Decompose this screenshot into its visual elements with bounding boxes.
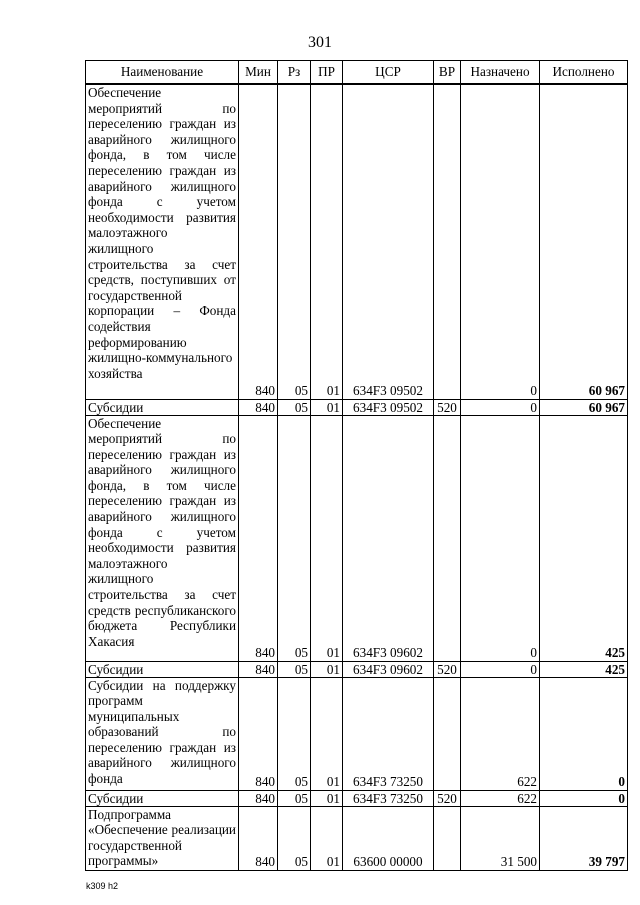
row-executed: 60 967 — [540, 399, 628, 415]
row-pr: 01 — [311, 399, 343, 415]
row-rz: 05 — [278, 84, 311, 399]
row-csr: 634F3 73250 — [343, 677, 434, 790]
footer-code: k309 h2 — [86, 881, 119, 891]
table-row — [86, 84, 628, 399]
row-pr: 01 — [311, 790, 343, 806]
row-csr: 634F3 09602 — [343, 661, 434, 677]
table-row — [86, 677, 628, 790]
table-row — [86, 661, 628, 677]
row-executed: 425 — [540, 415, 628, 661]
header-planned: Назначено — [461, 61, 540, 85]
row-csr: 63600 00000 — [343, 806, 434, 870]
row-vr: 520 — [434, 399, 461, 415]
row-rz: 05 — [278, 806, 311, 870]
row-csr: 634F3 09502 — [343, 399, 434, 415]
header-vr: ВР — [434, 61, 461, 85]
row-min: 840 — [239, 806, 278, 870]
row-planned: 0 — [461, 399, 540, 415]
row-planned: 31 500 — [461, 806, 540, 870]
row-min: 840 — [239, 677, 278, 790]
row-executed: 0 — [540, 677, 628, 790]
table-row — [86, 399, 628, 415]
header-rz: Рз — [278, 61, 311, 85]
row-pr: 01 — [311, 806, 343, 870]
row-name: Подпрограмма «Обеспечение реализации государственной программы» — [86, 806, 239, 870]
header-pr: ПР — [311, 61, 343, 85]
row-csr: 634F3 09502 — [343, 84, 434, 399]
row-executed: 0 — [540, 790, 628, 806]
header-csr: ЦСР — [343, 61, 434, 85]
row-rz: 05 — [278, 399, 311, 415]
page-number: 301 — [308, 34, 332, 51]
row-name: Субсидии — [86, 399, 239, 415]
row-vr: 520 — [434, 661, 461, 677]
row-name: Субсидии — [86, 790, 239, 806]
row-csr: 634F3 09602 — [343, 415, 434, 661]
table-row — [86, 806, 628, 870]
row-pr: 01 — [311, 84, 343, 399]
row-executed: 425 — [540, 661, 628, 677]
header-min: Мин — [239, 61, 278, 85]
header-executed: Исполнено — [540, 61, 628, 85]
row-rz: 05 — [278, 661, 311, 677]
table-header-row — [86, 61, 628, 85]
row-vr — [434, 806, 461, 870]
row-rz: 05 — [278, 415, 311, 661]
row-min: 840 — [239, 415, 278, 661]
table-row — [86, 415, 628, 661]
row-planned: 622 — [461, 790, 540, 806]
row-csr: 634F3 73250 — [343, 790, 434, 806]
row-vr — [434, 84, 461, 399]
row-vr — [434, 415, 461, 661]
row-rz: 05 — [278, 790, 311, 806]
row-min: 840 — [239, 790, 278, 806]
row-vr: 520 — [434, 790, 461, 806]
row-planned: 622 — [461, 677, 540, 790]
row-pr: 01 — [311, 415, 343, 661]
row-pr: 01 — [311, 661, 343, 677]
header-name: Наименование — [86, 61, 239, 85]
row-rz: 05 — [278, 677, 311, 790]
row-planned: 0 — [461, 415, 540, 661]
row-min: 840 — [239, 661, 278, 677]
row-name: Обеспечение мероприятий по переселению граждан из аварийного жилищного фонда, в том числе переселению граждан из аварийного жилищного фонда с учетом необходимости развития малоэтажного жилищного строительства за счет средств, поступивших от государственной корпорации – Фонда содействия реформированию жилищно-коммунального хозяйства — [86, 84, 239, 399]
row-planned: 0 — [461, 661, 540, 677]
row-min: 840 — [239, 399, 278, 415]
row-min: 840 — [239, 84, 278, 399]
row-pr: 01 — [311, 677, 343, 790]
row-vr — [434, 677, 461, 790]
row-executed: 39 797 — [540, 806, 628, 870]
row-name: Субсидии — [86, 661, 239, 677]
table-row — [86, 790, 628, 806]
row-executed: 60 967 — [540, 84, 628, 399]
row-name: Обеспечение мероприятий по переселению граждан из аварийного жилищного фонда, в том числе переселению граждан из аварийного жилищного фонда с учетом необходимости развития малоэтажного жилищного строительства за счет средств республиканского бюджета Республики Хакасия — [86, 415, 239, 661]
row-name: Субсидии на поддержку программ муниципальных образований по переселению граждан из аварийного жилищного фонда — [86, 677, 239, 790]
row-planned: 0 — [461, 84, 540, 399]
budget-table — [85, 60, 628, 871]
